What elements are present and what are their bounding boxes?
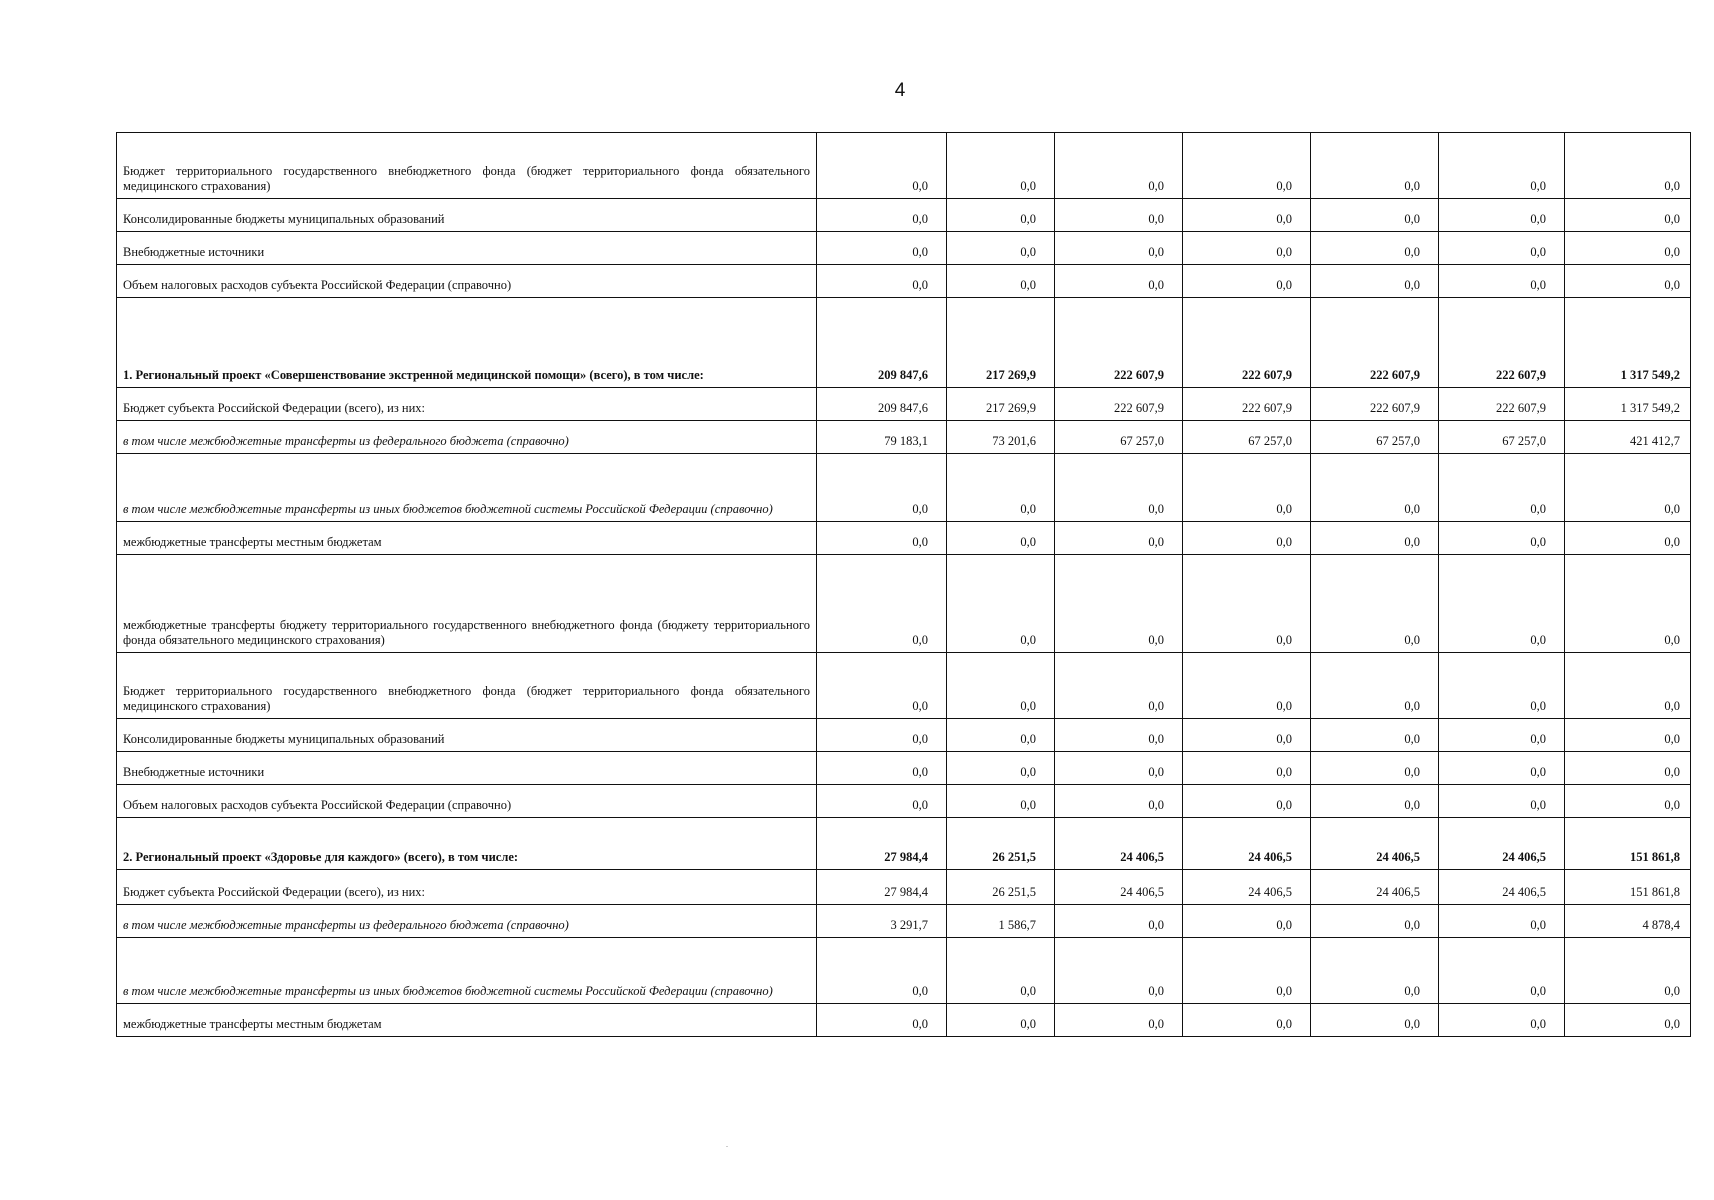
- row-total-value: 0,0: [1565, 752, 1691, 785]
- table-row: [117, 938, 1691, 1004]
- table-row: [117, 785, 1691, 818]
- row-value: 0,0: [817, 232, 947, 265]
- row-value: 0,0: [947, 232, 1055, 265]
- row-value: 0,0: [1439, 232, 1565, 265]
- row-value: 0,0: [1055, 752, 1183, 785]
- row-value: 0,0: [1439, 938, 1565, 1004]
- table-row: [117, 1004, 1691, 1037]
- row-value: 222 607,9: [1439, 298, 1565, 388]
- row-value: 24 406,5: [1311, 818, 1439, 870]
- row-value: 0,0: [1439, 1004, 1565, 1037]
- row-value: 0,0: [1055, 785, 1183, 818]
- row-value: 27 984,4: [817, 818, 947, 870]
- row-value: 0,0: [1311, 199, 1439, 232]
- row-label: Бюджет субъекта Российской Федерации (всего), из них:: [117, 388, 817, 421]
- scan-speck: [726, 1146, 728, 1147]
- row-value: 217 269,9: [947, 298, 1055, 388]
- row-value: 0,0: [947, 752, 1055, 785]
- row-value: 0,0: [1055, 555, 1183, 653]
- row-value: 0,0: [1183, 555, 1311, 653]
- row-total-value: 0,0: [1565, 133, 1691, 199]
- row-value: 0,0: [947, 938, 1055, 1004]
- row-label: межбюджетные трансферты местным бюджетам: [117, 1004, 817, 1037]
- row-value: 0,0: [1311, 752, 1439, 785]
- row-value: 26 251,5: [947, 870, 1055, 905]
- row-total-value: 1 317 549,2: [1565, 298, 1691, 388]
- row-value: 222 607,9: [1055, 388, 1183, 421]
- row-value: 217 269,9: [947, 388, 1055, 421]
- row-value: 0,0: [1439, 785, 1565, 818]
- row-label: Бюджет территориального государственного внебюджетного фонда (бюджет территориального фонда обязательного медицинского страхования): [117, 653, 817, 719]
- row-value: 0,0: [1183, 232, 1311, 265]
- row-value: 0,0: [1183, 938, 1311, 1004]
- row-value: 0,0: [1055, 1004, 1183, 1037]
- row-value: 0,0: [1183, 785, 1311, 818]
- row-value: 24 406,5: [1055, 818, 1183, 870]
- row-value: 0,0: [817, 719, 947, 752]
- row-label: Консолидированные бюджеты муниципальных образований: [117, 199, 817, 232]
- row-value: 0,0: [1055, 719, 1183, 752]
- row-value: 0,0: [1439, 522, 1565, 555]
- table-row: [117, 719, 1691, 752]
- row-total-value: 0,0: [1565, 522, 1691, 555]
- row-value: 1 586,7: [947, 905, 1055, 938]
- row-label: межбюджетные трансферты местным бюджетам: [117, 522, 817, 555]
- row-label: Консолидированные бюджеты муниципальных образований: [117, 719, 817, 752]
- row-value: 222 607,9: [1183, 298, 1311, 388]
- row-label: 2. Региональный проект «Здоровье для каждого» (всего), в том числе:: [117, 818, 817, 870]
- row-value: 24 406,5: [1439, 870, 1565, 905]
- table-row: [117, 421, 1691, 454]
- row-value: 0,0: [1183, 719, 1311, 752]
- table-row: [117, 454, 1691, 522]
- row-total-value: 421 412,7: [1565, 421, 1691, 454]
- row-total-value: 0,0: [1565, 555, 1691, 653]
- row-value: 0,0: [1055, 133, 1183, 199]
- row-label: в том числе межбюджетные трансферты из иных бюджетов бюджетной системы Российской Федерации (справочно): [117, 938, 817, 1004]
- row-value: 0,0: [1311, 522, 1439, 555]
- table-row: [117, 232, 1691, 265]
- row-value: 0,0: [1183, 133, 1311, 199]
- row-value: 209 847,6: [817, 388, 947, 421]
- row-value: 0,0: [817, 199, 947, 232]
- row-value: 0,0: [817, 133, 947, 199]
- row-value: 222 607,9: [1439, 388, 1565, 421]
- row-value: 0,0: [1055, 199, 1183, 232]
- row-value: 0,0: [1439, 133, 1565, 199]
- row-value: 73 201,6: [947, 421, 1055, 454]
- row-total-value: 0,0: [1565, 719, 1691, 752]
- page-number: 4: [894, 80, 906, 101]
- row-total-value: 0,0: [1565, 938, 1691, 1004]
- row-value: 67 257,0: [1311, 421, 1439, 454]
- row-value: 0,0: [1439, 719, 1565, 752]
- row-value: 0,0: [1311, 653, 1439, 719]
- row-total-value: 0,0: [1565, 785, 1691, 818]
- row-value: 0,0: [817, 454, 947, 522]
- row-value: 0,0: [1183, 653, 1311, 719]
- row-total-value: 0,0: [1565, 454, 1691, 522]
- row-total-value: 4 878,4: [1565, 905, 1691, 938]
- row-label: Внебюджетные источники: [117, 752, 817, 785]
- row-value: 222 607,9: [1311, 388, 1439, 421]
- row-value: 0,0: [817, 938, 947, 1004]
- table-row: [117, 133, 1691, 199]
- row-value: 0,0: [1183, 905, 1311, 938]
- budget-table-body: [117, 133, 1691, 1037]
- table-row: [117, 905, 1691, 938]
- row-value: 79 183,1: [817, 421, 947, 454]
- row-value: 0,0: [817, 1004, 947, 1037]
- row-value: 0,0: [1055, 265, 1183, 298]
- row-value: 0,0: [1183, 752, 1311, 785]
- row-value: 222 607,9: [1055, 298, 1183, 388]
- row-value: 0,0: [1055, 653, 1183, 719]
- row-value: 0,0: [1311, 555, 1439, 653]
- row-total-value: 0,0: [1565, 653, 1691, 719]
- row-total-value: 151 861,8: [1565, 870, 1691, 905]
- row-value: 0,0: [1439, 199, 1565, 232]
- row-value: 0,0: [947, 454, 1055, 522]
- row-value: 0,0: [947, 522, 1055, 555]
- row-value: 0,0: [1055, 905, 1183, 938]
- row-value: 0,0: [1055, 938, 1183, 1004]
- table-row: [117, 653, 1691, 719]
- row-value: 222 607,9: [1311, 298, 1439, 388]
- row-value: 24 406,5: [1439, 818, 1565, 870]
- row-label: Объем налоговых расходов субъекта Российской Федерации (справочно): [117, 265, 817, 298]
- row-value: 0,0: [947, 653, 1055, 719]
- row-value: 24 406,5: [1055, 870, 1183, 905]
- row-value: 0,0: [1311, 232, 1439, 265]
- row-label: в том числе межбюджетные трансферты из иных бюджетов бюджетной системы Российской Федерации (справочно): [117, 454, 817, 522]
- row-label: в том числе межбюджетные трансферты из федерального бюджета (справочно): [117, 421, 817, 454]
- row-value: 0,0: [947, 719, 1055, 752]
- table-row: [117, 818, 1691, 870]
- row-label: межбюджетные трансферты бюджету территориального государственного внебюджетного фонда (бюджету территориального фонда обязательного медицинского страхования): [117, 555, 817, 653]
- table-row: [117, 298, 1691, 388]
- row-value: 0,0: [817, 522, 947, 555]
- row-value: 0,0: [947, 265, 1055, 298]
- row-value: 0,0: [1311, 1004, 1439, 1037]
- row-value: 0,0: [1183, 454, 1311, 522]
- row-value: 0,0: [1311, 133, 1439, 199]
- row-total-value: 0,0: [1565, 199, 1691, 232]
- row-value: 0,0: [1183, 199, 1311, 232]
- budget-table: [116, 132, 1691, 1037]
- row-value: 0,0: [1439, 555, 1565, 653]
- row-value: 67 257,0: [1439, 421, 1565, 454]
- row-value: 0,0: [1439, 454, 1565, 522]
- row-value: 0,0: [1311, 938, 1439, 1004]
- row-value: 0,0: [1183, 265, 1311, 298]
- row-value: 0,0: [1311, 719, 1439, 752]
- row-value: 0,0: [1055, 232, 1183, 265]
- row-label: в том числе межбюджетные трансферты из федерального бюджета (справочно): [117, 905, 817, 938]
- row-value: 3 291,7: [817, 905, 947, 938]
- row-total-value: 0,0: [1565, 1004, 1691, 1037]
- table-row: [117, 752, 1691, 785]
- row-value: 67 257,0: [1183, 421, 1311, 454]
- row-value: 0,0: [1311, 454, 1439, 522]
- row-value: 0,0: [817, 265, 947, 298]
- table-row: [117, 870, 1691, 905]
- row-value: 0,0: [947, 1004, 1055, 1037]
- row-value: 0,0: [947, 199, 1055, 232]
- row-value: 222 607,9: [1183, 388, 1311, 421]
- row-value: 0,0: [817, 785, 947, 818]
- row-value: 27 984,4: [817, 870, 947, 905]
- row-value: 0,0: [1311, 265, 1439, 298]
- row-value: 0,0: [1439, 752, 1565, 785]
- table-row: [117, 555, 1691, 653]
- table-row: [117, 265, 1691, 298]
- row-label: Бюджет территориального государственного внебюджетного фонда (бюджет территориального фонда обязательного медицинского страхования): [117, 133, 817, 199]
- row-total-value: 1 317 549,2: [1565, 388, 1691, 421]
- table-row: [117, 388, 1691, 421]
- row-value: 0,0: [1439, 265, 1565, 298]
- row-value: 0,0: [817, 555, 947, 653]
- row-value: 0,0: [1055, 522, 1183, 555]
- table-row: [117, 199, 1691, 232]
- row-value: 0,0: [1439, 653, 1565, 719]
- row-total-value: 151 861,8: [1565, 818, 1691, 870]
- row-label: Объем налоговых расходов субъекта Российской Федерации (справочно): [117, 785, 817, 818]
- row-value: 0,0: [1311, 785, 1439, 818]
- row-value: 0,0: [947, 133, 1055, 199]
- table-row: [117, 522, 1691, 555]
- row-value: 24 406,5: [1183, 818, 1311, 870]
- row-value: 0,0: [1439, 905, 1565, 938]
- row-value: 24 406,5: [1311, 870, 1439, 905]
- row-label: Бюджет субъекта Российской Федерации (всего), из них:: [117, 870, 817, 905]
- row-value: 0,0: [817, 653, 947, 719]
- row-value: 0,0: [947, 785, 1055, 818]
- row-value: 67 257,0: [1055, 421, 1183, 454]
- row-value: 24 406,5: [1183, 870, 1311, 905]
- row-value: 0,0: [817, 752, 947, 785]
- row-value: 26 251,5: [947, 818, 1055, 870]
- row-label: 1. Региональный проект «Совершенствование экстренной медицинской помощи» (всего), в том числе:: [117, 298, 817, 388]
- row-value: 0,0: [1055, 454, 1183, 522]
- row-value: 0,0: [947, 555, 1055, 653]
- row-total-value: 0,0: [1565, 265, 1691, 298]
- row-value: 209 847,6: [817, 298, 947, 388]
- row-value: 0,0: [1183, 522, 1311, 555]
- row-value: 0,0: [1183, 1004, 1311, 1037]
- row-value: 0,0: [1311, 905, 1439, 938]
- row-label: Внебюджетные источники: [117, 232, 817, 265]
- row-total-value: 0,0: [1565, 232, 1691, 265]
